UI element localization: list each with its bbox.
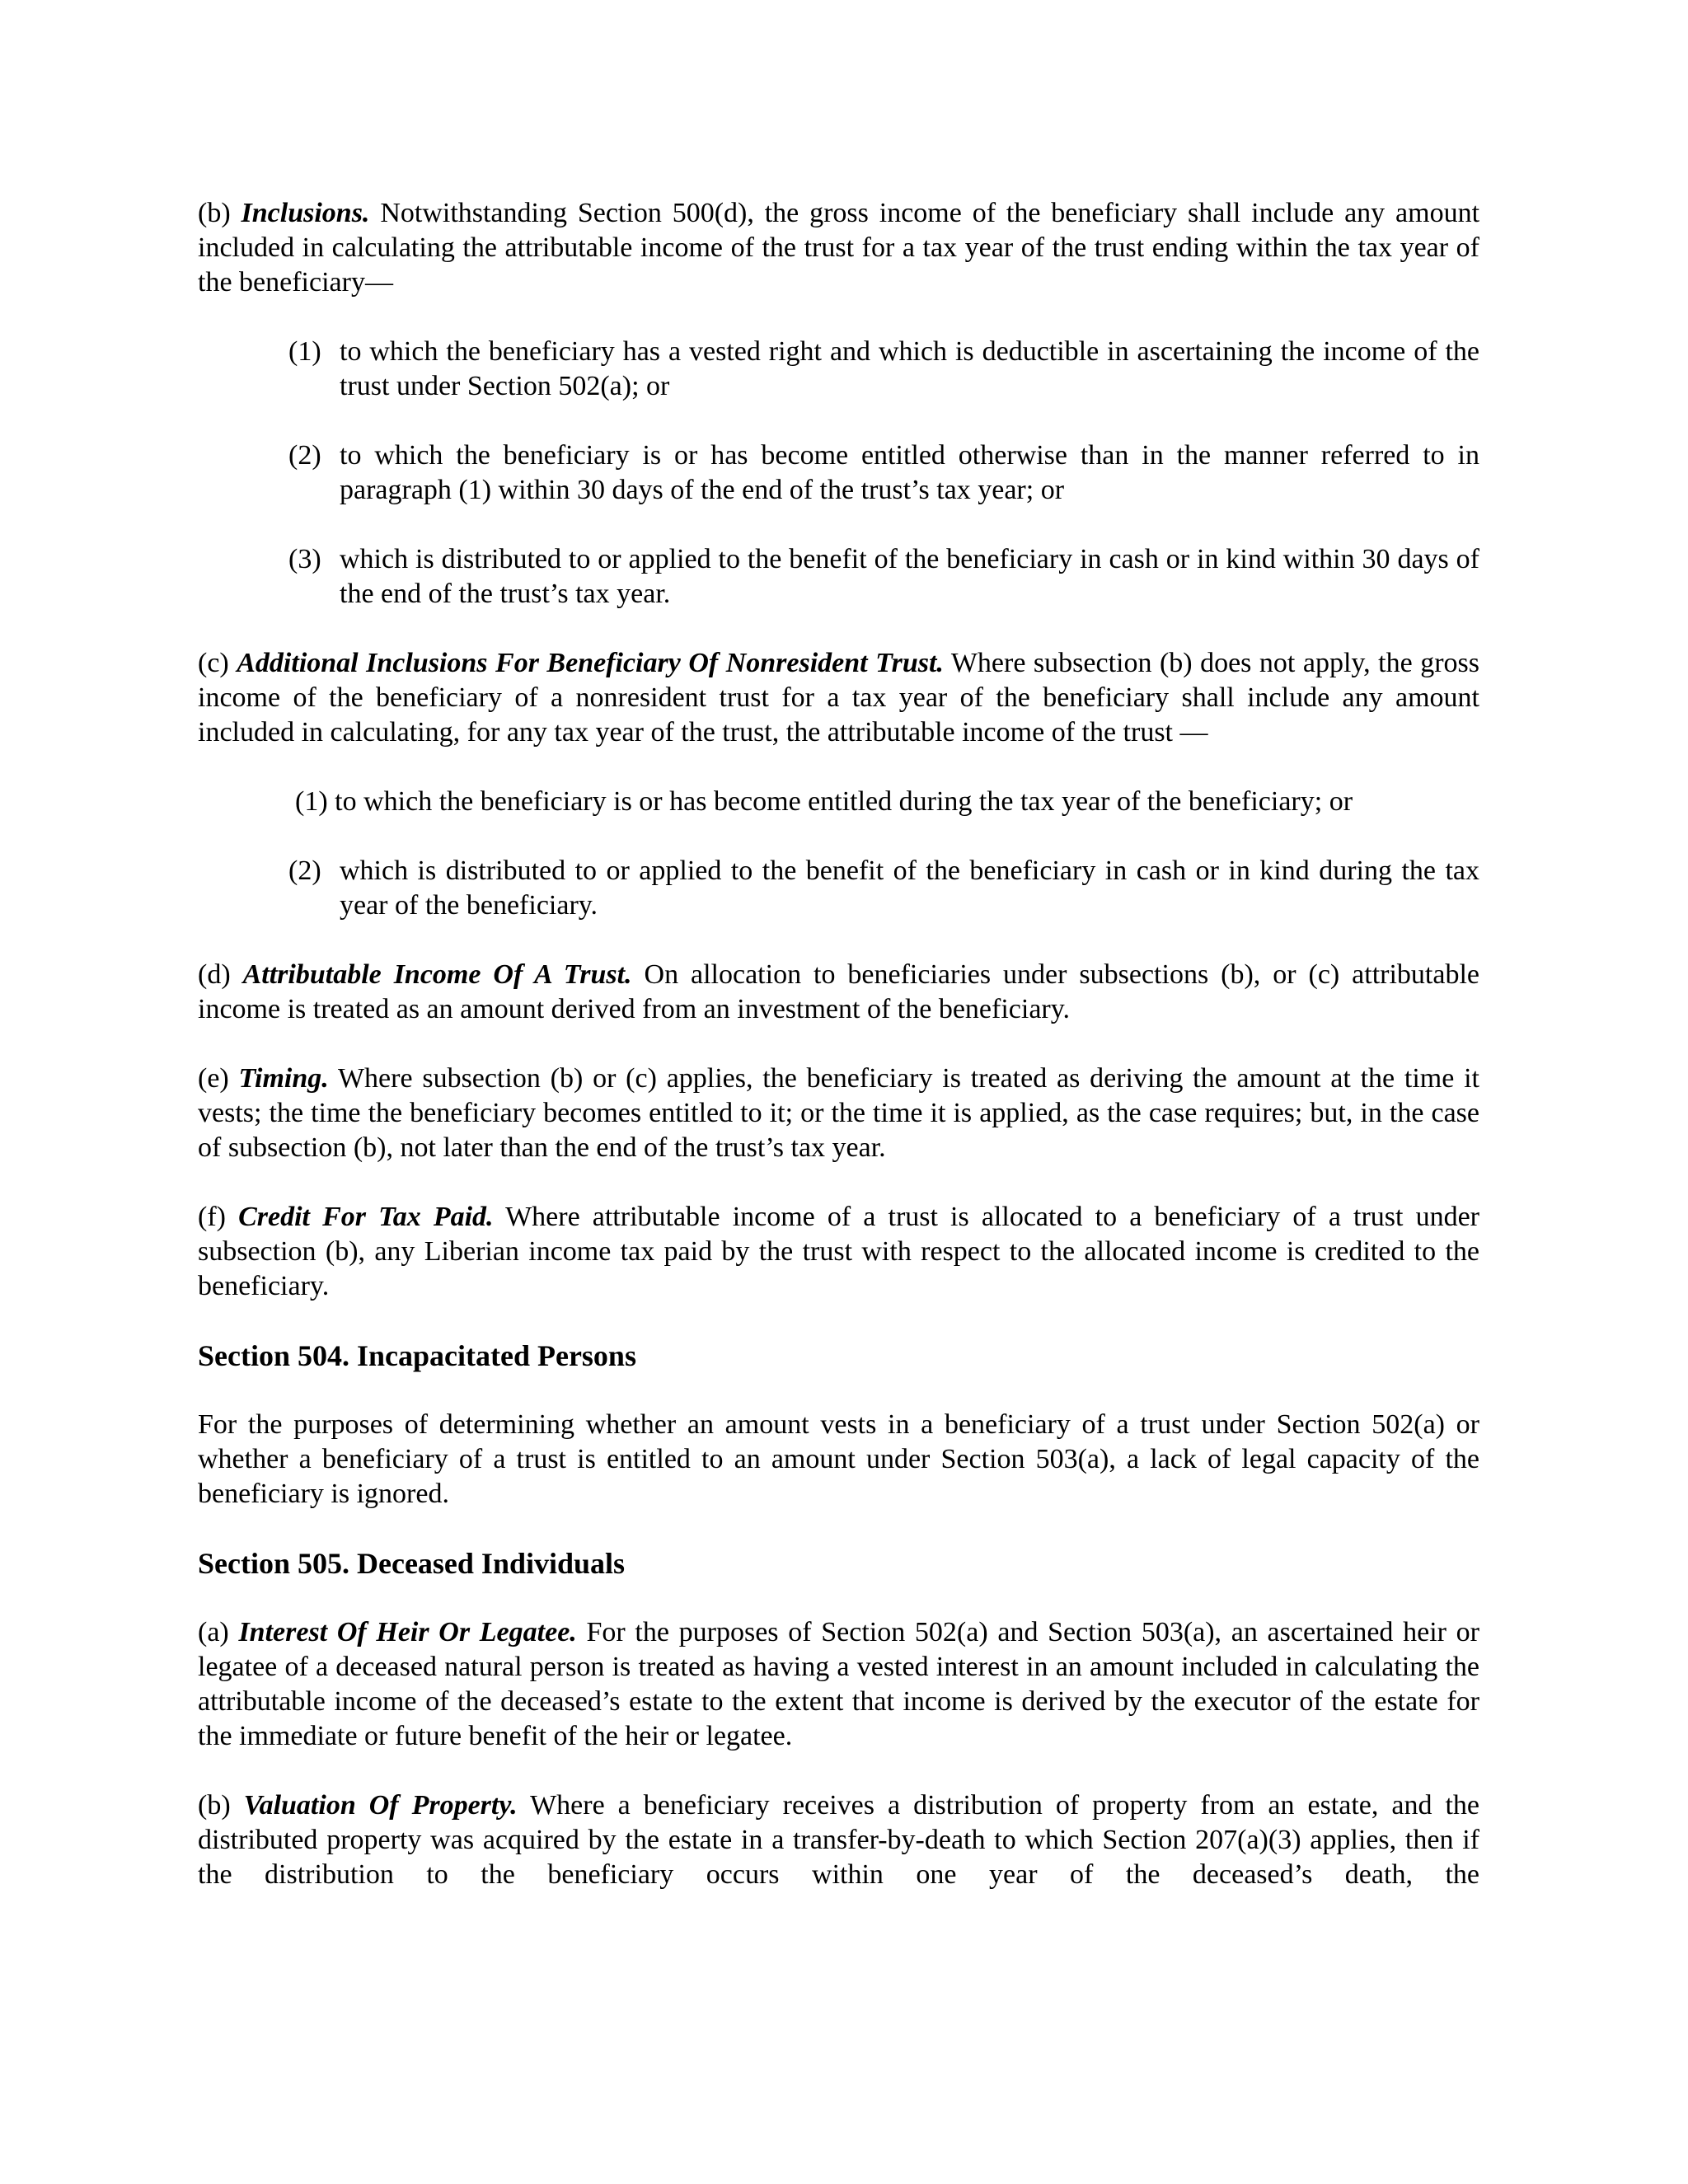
subsection-label: (c) [198, 648, 229, 678]
subsection-text: Where subsection (b) does not apply, the gross income of the beneficiary of a nonresident trust for a tax year of the beneficiary shall include any amount included in calculating, for any tax year of the trust, the attributable income of the trust — [198, 648, 1480, 748]
item-number: (1) [288, 336, 321, 367]
list-item [288, 854, 1479, 923]
item-text: to which the beneficiary has a vested right and which is deductible in ascertaining the income of the trust under Section 502(a); or [340, 336, 1479, 401]
subsection-label: (f) [198, 1202, 226, 1232]
subsection-term: Interest Of Heir Or Legatee. [238, 1617, 577, 1647]
list-item [288, 335, 1479, 404]
item-number: (2) [288, 440, 321, 471]
section-505-b [198, 1788, 1479, 1892]
document-page [198, 196, 1479, 1927]
item-number: (2) [288, 855, 321, 886]
list-item [288, 438, 1479, 508]
subsection-e [198, 1062, 1479, 1165]
subsection-b-list [198, 335, 1479, 612]
item-text: which is distributed to or applied to the benefit of the beneficiary in cash or in kind during the tax year of the beneficiary. [340, 855, 1479, 921]
subsection-text: Where a beneficiary receives a distribution of property from an estate, and the distributed property was acquired by the estate in a transfer-by-death to which Section 207(a)(3) applies, then if the distribution to the beneficiary occurs within one year of the deceased’s death, the [198, 1790, 1480, 1890]
subsection-label: (d) [198, 959, 231, 990]
subsection-d [198, 958, 1479, 1027]
subsection-c [198, 646, 1479, 750]
subsection-term: Timing. [238, 1063, 329, 1094]
item-text: to which the beneficiary is or has become entitled otherwise than in the manner referred to in paragraph (1) within 30 days of the end of the trust’s tax year; or [340, 440, 1479, 505]
subsection-text: Notwithstanding Section 500(d), the gross income of the beneficiary shall include any amount included in calculating the attributable income of the trust for a tax year of the trust ending within the tax year of the beneficiary— [198, 198, 1480, 298]
section-505-heading: Section 505. Deceased Individuals [198, 1547, 626, 1580]
subsection-term: Attributable Income Of A Trust. [242, 959, 632, 990]
item-text: which is distributed to or applied to the benefit of the beneficiary in cash or in kind within 30 days of the end of the trust’s tax year. [340, 544, 1479, 609]
list-item [288, 542, 1479, 612]
subsection-label: (b) [198, 198, 231, 228]
list-item [295, 785, 1479, 819]
subsection-label: (b) [198, 1790, 231, 1821]
subsection-c-list [198, 785, 1479, 923]
section-505-a [198, 1615, 1479, 1754]
subsection-label: (e) [198, 1063, 229, 1094]
subsection-term: Credit For Tax Paid. [238, 1202, 494, 1232]
item-number: (3) [288, 544, 321, 574]
section-504-heading: Section 504. Incapacitated Persons [198, 1339, 636, 1372]
subsection-label: (a) [198, 1617, 229, 1647]
section-504-text: For the purposes of determining whether an amount vests in a beneficiary of a trust under Section 502(a) or whether a beneficiary of a trust is entitled to an amount under Section 503(a), a lack of legal capacity of the beneficiary is ignored. [198, 1409, 1479, 1509]
subsection-text: Where subsection (b) or (c) applies, the beneficiary is treated as deriving the amount at the time it vests; the time the beneficiary becomes entitled to it; or the time it is applied, as the case requires; but, in the case of subsection (b), not later than the end of the trust’s tax year. [198, 1063, 1479, 1163]
subsection-term: Valuation Of Property. [243, 1790, 518, 1821]
subsection-text: On allocation to beneficiaries under subsections (b), or (c) attributable income is treated as an amount derived from an investment of the beneficiary. [198, 959, 1480, 1024]
subsection-term: Inclusions. [241, 198, 370, 228]
subsection-f [198, 1200, 1479, 1304]
subsection-text: Where attributable income of a trust is allocated to a beneficiary of a trust under subsection (b), any Liberian income tax paid by the trust with respect to the allocated income is credited to the beneficiary. [198, 1202, 1479, 1301]
item-number: (1) [295, 786, 328, 817]
subsection-b [198, 196, 1479, 300]
item-text: to which the beneficiary is or has become entitled during the tax year of the beneficiary; or [335, 786, 1353, 817]
subsection-text: For the purposes of Section 502(a) and Section 503(a), an ascertained heir or legatee of a deceased natural person is treated as having a vested interest in an amount included in calculating the attributable income of the deceased’s estate to the extent that income is derived by the executor of the estate for the immediate or future benefit of the heir or legatee. [198, 1617, 1480, 1751]
subsection-term: Additional Inclusions For Beneficiary Of Nonresident Trust. [237, 648, 944, 678]
